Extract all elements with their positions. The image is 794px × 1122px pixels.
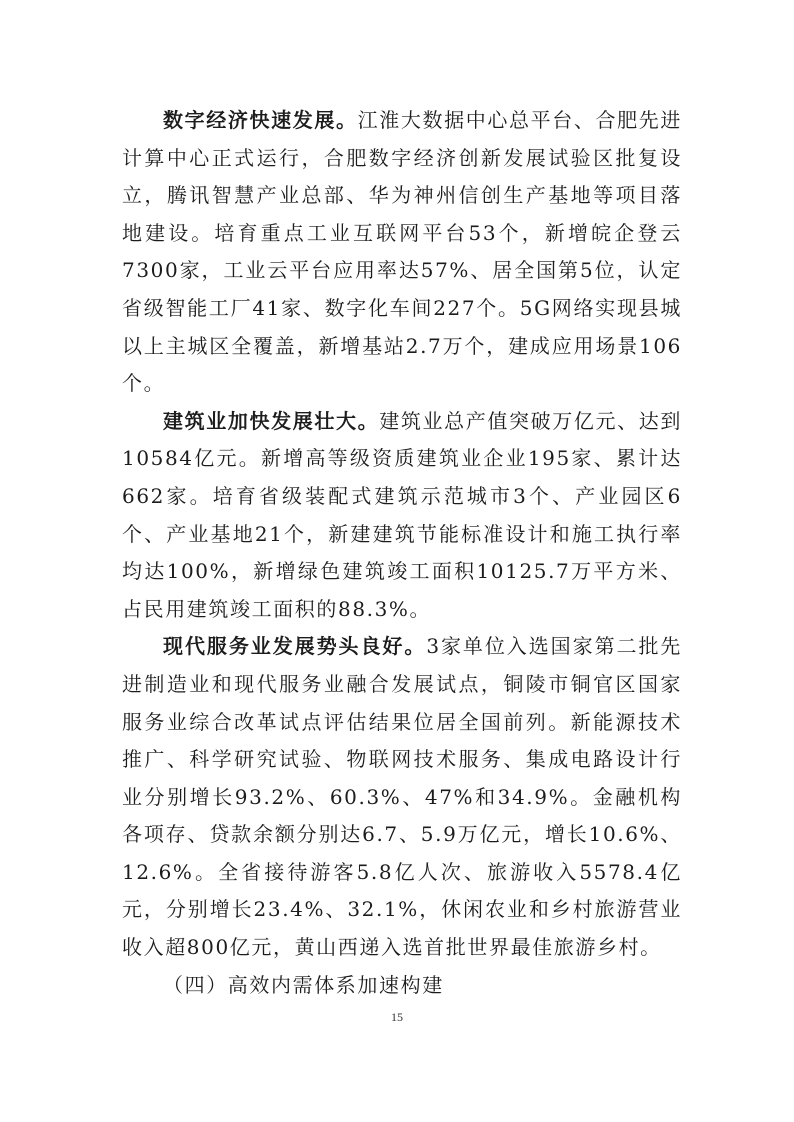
section-heading: （四）高效内需体系加速构建 xyxy=(163,972,444,997)
page-number: 15 xyxy=(391,1010,403,1024)
paragraph-text: 江淮大数据中心总平台、合肥先进计算中心正式运行，合肥数字经济创新发展试验区批复设立，腾讯智慧产业总部、华为神州信创生产基地等项目落地建设。培育重点工业互联网平台53个，新增皖企登云7300家，工业云平台应用率达57%、居全国第5位，认定省级智能工厂41家、数字化车间227个。5G网络实现县城以上主城区全覆盖，新增基站2.7万个，建成应用场景106个。 xyxy=(122,108,683,396)
body-text xyxy=(122,102,682,1004)
paragraph-construction xyxy=(122,403,682,629)
paragraph-digital-economy xyxy=(122,102,682,403)
paragraph-text: 3家单位入选国家第二批先进制造业和现代服务业融合发展试点，铜陵市铜官区国家服务业综合改革试点评估结果位居全国前列。新能源技术推广、科学研究试验、物联网技术服务、集成电路设计行业分别增长93.2%、60.3%、47%和34.9%。金融机构各项存、贷款余额分别达6.7、5.9万亿元，增长10.6%、12.6%。全省接待游客5.8亿人次、旅游收入5578.4亿元，分别增长23.4%、32.1%，休闲农业和乡村旅游营业收入超800亿元，黄山西递入选首批世界最佳旅游乡村。 xyxy=(122,634,682,960)
paragraph-lead: 现代服务业发展势头良好。 xyxy=(163,634,427,659)
paragraph-lead: 数字经济快速发展。 xyxy=(163,108,358,132)
paragraph-lead: 建筑业加快发展壮大。 xyxy=(163,408,380,433)
paragraph-text: 建筑业总产值突破万亿元、达到10584亿元。新增高等级资质建筑业企业195家、累计达662家。培育省级装配式建筑示范城市3个、产业园区6个、产业基地21个，新建建筑节能标准设计和施工执行率均达100%，新增绿色建筑竣工面积10125.7万平方米、占民用建筑竣工面积的88.3%。 xyxy=(122,408,683,621)
paragraph-modern-services xyxy=(122,628,682,966)
